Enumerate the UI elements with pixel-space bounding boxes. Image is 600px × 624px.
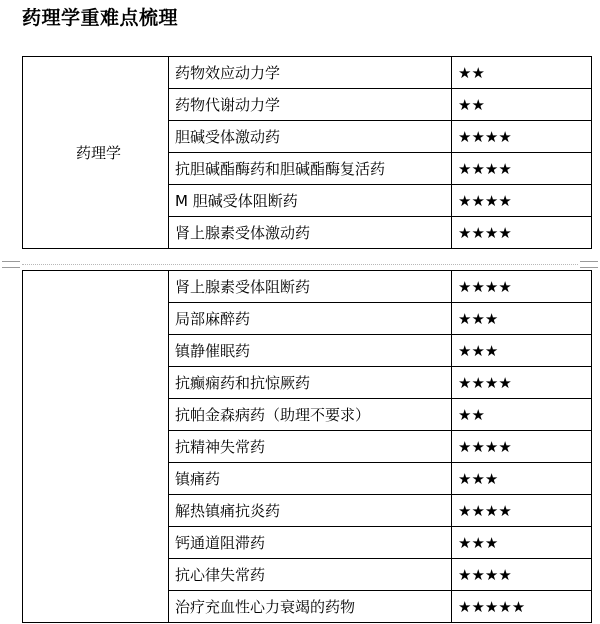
- topic-cell[interactable]: 抗癫痫药和抗惊厥药: [169, 367, 452, 399]
- topic-cell[interactable]: 抗胆碱酯酶药和胆碱酯酶复活药: [169, 153, 452, 185]
- rating-cell[interactable]: ★★★★: [452, 559, 592, 591]
- rating-cell[interactable]: ★★★★★: [452, 591, 592, 623]
- topic-cell[interactable]: 治疗充血性心力衰竭的药物: [169, 591, 452, 623]
- topic-cell[interactable]: 镇静催眠药: [169, 335, 452, 367]
- rating-cell[interactable]: ★★: [452, 89, 592, 121]
- rating-cell[interactable]: ★★: [452, 57, 592, 89]
- rating-cell[interactable]: ★★★: [452, 527, 592, 559]
- rating-cell[interactable]: ★★★★: [452, 217, 592, 249]
- rating-cell[interactable]: ★★★★: [452, 121, 592, 153]
- topic-cell[interactable]: 肾上腺素受体激动药: [169, 217, 452, 249]
- topic-cell[interactable]: 肾上腺素受体阻断药: [169, 271, 452, 303]
- topic-cell[interactable]: 钙通道阻滞药: [169, 527, 452, 559]
- rating-cell[interactable]: ★★★★: [452, 185, 592, 217]
- topic-cell[interactable]: 解热镇痛抗炎药: [169, 495, 452, 527]
- document-title[interactable]: 药理学重难点梳理: [22, 7, 179, 29]
- rating-cell[interactable]: ★★★★: [452, 431, 592, 463]
- page-break-marker-left: [2, 261, 20, 268]
- table-row: [23, 271, 592, 303]
- page-break-line[interactable]: [22, 264, 578, 265]
- topic-cell[interactable]: 抗心律失常药: [169, 559, 452, 591]
- rating-cell[interactable]: ★★★★: [452, 367, 592, 399]
- topic-cell[interactable]: 镇痛药: [169, 463, 452, 495]
- category-cell[interactable]: [23, 271, 169, 623]
- rating-cell[interactable]: ★★★: [452, 335, 592, 367]
- rating-cell[interactable]: ★★: [452, 399, 592, 431]
- topic-cell[interactable]: 局部麻醉药: [169, 303, 452, 335]
- topic-cell[interactable]: 胆碱受体激动药: [169, 121, 452, 153]
- topic-cell[interactable]: 药物代谢动力学: [169, 89, 452, 121]
- topic-cell[interactable]: 抗帕金森病药（助理不要求）: [169, 399, 452, 431]
- rating-cell[interactable]: ★★★★: [452, 153, 592, 185]
- topic-cell[interactable]: M 胆碱受体阻断药: [169, 185, 452, 217]
- rating-cell[interactable]: ★★★: [452, 463, 592, 495]
- topic-table-continued: [22, 270, 592, 623]
- table-row: [23, 57, 592, 89]
- page-break-marker-right: [580, 261, 598, 268]
- rating-cell[interactable]: ★★★★: [452, 271, 592, 303]
- category-cell[interactable]: 药理学: [23, 57, 169, 249]
- rating-cell[interactable]: ★★★: [452, 303, 592, 335]
- topic-cell[interactable]: 药物效应动力学: [169, 57, 452, 89]
- rating-cell[interactable]: ★★★★: [452, 495, 592, 527]
- topic-table: [22, 56, 592, 249]
- topic-cell[interactable]: 抗精神失常药: [169, 431, 452, 463]
